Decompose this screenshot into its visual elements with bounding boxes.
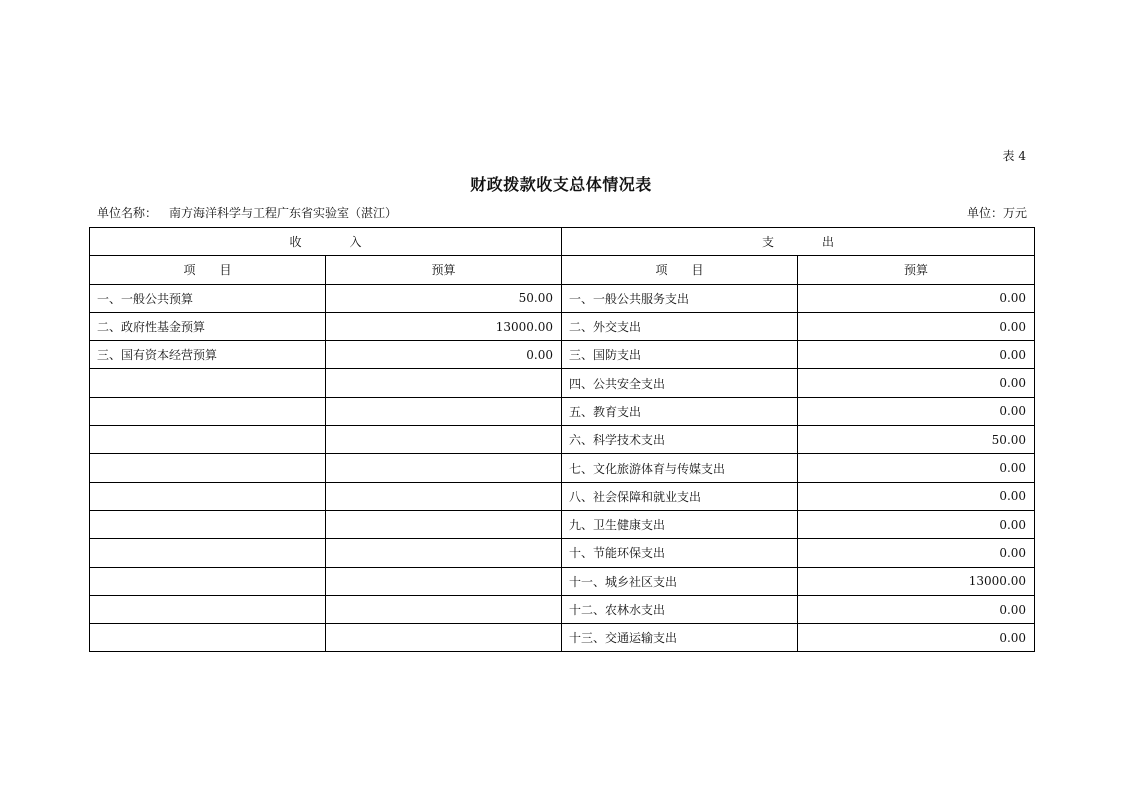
table-row <box>90 454 1035 482</box>
expense-item-cell: 十二、农林水支出 <box>562 595 798 623</box>
page-title: 财政拨款收支总体情况表 <box>470 175 652 194</box>
expense-item-cell: 一、一般公共服务支出 <box>562 284 798 312</box>
income-budget-cell: 13000.00 <box>326 312 562 340</box>
expense-budget-cell: 0.00 <box>798 454 1035 482</box>
income-budget-cell: 0.00 <box>326 341 562 369</box>
expense-budget-cell: 0.00 <box>798 397 1035 425</box>
expense-item-cell: 三、国防支出 <box>562 341 798 369</box>
income-budget-cell <box>326 567 562 595</box>
income-item-cell <box>90 567 326 595</box>
income-budget-cell: 50.00 <box>326 284 562 312</box>
expense-item-cell: 十、节能环保支出 <box>562 539 798 567</box>
table-row <box>90 482 1035 510</box>
expense-budget-cell: 0.00 <box>798 341 1035 369</box>
income-item-cell <box>90 426 326 454</box>
table-row <box>90 567 1035 595</box>
income-budget-cell <box>326 482 562 510</box>
meta-row <box>97 204 1027 220</box>
table-row <box>90 397 1035 425</box>
income-budget-cell <box>326 539 562 567</box>
table-row <box>90 539 1035 567</box>
income-item-header: 项 目 <box>90 256 326 284</box>
expense-header: 支 出 <box>562 228 1035 256</box>
income-item-cell <box>90 397 326 425</box>
column-header-row <box>90 256 1035 284</box>
unit-name-value: 南方海洋科学与工程广东省实验室（湛江） <box>169 206 398 220</box>
expense-budget-cell: 0.00 <box>798 284 1035 312</box>
expense-item-cell: 八、社会保障和就业支出 <box>562 482 798 510</box>
expense-budget-cell: 0.00 <box>798 624 1035 652</box>
expense-item-cell: 十三、交通运输支出 <box>562 624 798 652</box>
income-header: 收 入 <box>90 228 562 256</box>
expense-budget-cell: 0.00 <box>798 595 1035 623</box>
income-item-cell <box>90 482 326 510</box>
expense-budget-cell: 0.00 <box>798 510 1035 538</box>
table-row <box>90 284 1035 312</box>
expense-item-cell: 十一、城乡社区支出 <box>562 567 798 595</box>
expense-budget-cell: 0.00 <box>798 369 1035 397</box>
table-row <box>90 595 1035 623</box>
expense-budget-cell: 0.00 <box>798 312 1035 340</box>
expense-item-cell: 九、卫生健康支出 <box>562 510 798 538</box>
section-header-row <box>90 228 1035 256</box>
income-budget-cell <box>326 624 562 652</box>
income-item-cell: 三、国有资本经营预算 <box>90 341 326 369</box>
expense-budget-cell: 0.00 <box>798 482 1035 510</box>
income-budget-cell <box>326 397 562 425</box>
table-row <box>90 510 1035 538</box>
budget-table <box>89 227 1035 652</box>
income-budget-cell <box>326 426 562 454</box>
income-item-cell <box>90 454 326 482</box>
table-row <box>90 624 1035 652</box>
expense-budget-cell: 50.00 <box>798 426 1035 454</box>
income-item-cell <box>90 369 326 397</box>
table-row <box>90 369 1035 397</box>
expense-budget-cell: 13000.00 <box>798 567 1035 595</box>
income-budget-cell <box>326 454 562 482</box>
income-item-cell: 二、政府性基金预算 <box>90 312 326 340</box>
income-budget-cell <box>326 510 562 538</box>
income-item-cell <box>90 624 326 652</box>
expense-budget-cell: 0.00 <box>798 539 1035 567</box>
income-item-cell <box>90 595 326 623</box>
table-number: 表 4 <box>1002 149 1026 163</box>
currency-unit: 单位：万元 <box>966 206 1027 220</box>
expense-item-header: 项 目 <box>562 256 798 284</box>
income-item-cell: 一、一般公共预算 <box>90 284 326 312</box>
income-budget-header: 预算 <box>326 256 562 284</box>
income-budget-cell <box>326 595 562 623</box>
expense-item-cell: 六、科学技术支出 <box>562 426 798 454</box>
expense-item-cell: 七、文化旅游体育与传媒支出 <box>562 454 798 482</box>
income-budget-cell <box>326 369 562 397</box>
expense-item-cell: 四、公共安全支出 <box>562 369 798 397</box>
income-item-cell <box>90 539 326 567</box>
expense-item-cell: 五、教育支出 <box>562 397 798 425</box>
expense-item-cell: 二、外交支出 <box>562 312 798 340</box>
unit-name-label: 单位名称： <box>97 206 158 220</box>
expense-budget-header: 预算 <box>798 256 1035 284</box>
table-row <box>90 426 1035 454</box>
income-item-cell <box>90 510 326 538</box>
table-row <box>90 341 1035 369</box>
table-row <box>90 312 1035 340</box>
unit-name-block <box>97 204 397 221</box>
